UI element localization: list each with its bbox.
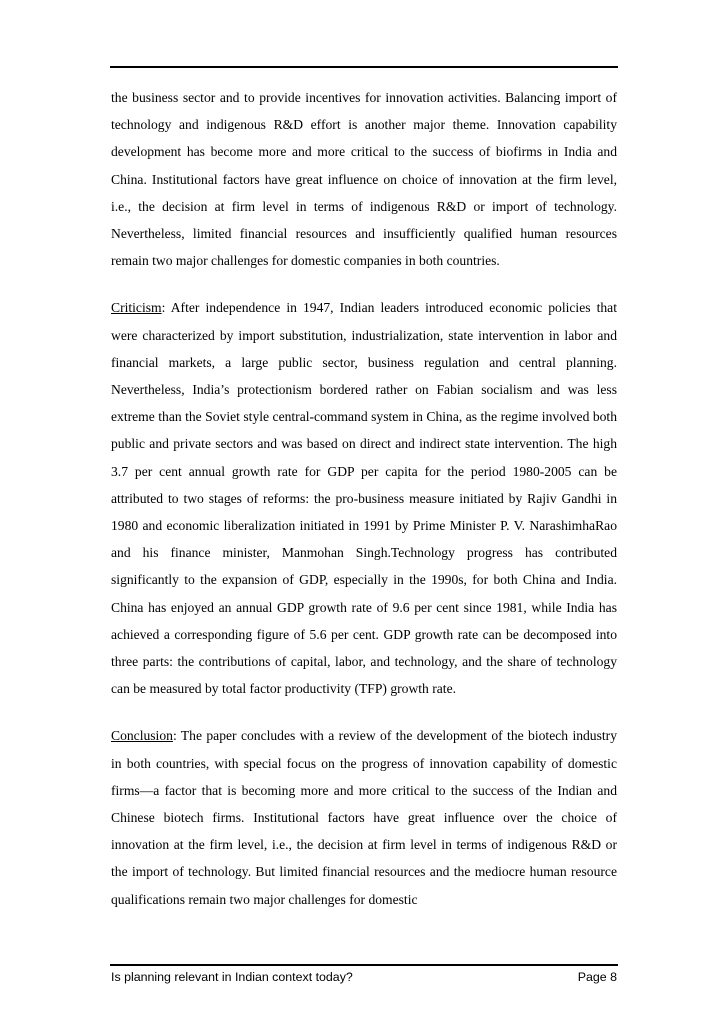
conclusion-heading: Conclusion xyxy=(111,728,173,744)
footer-rule xyxy=(110,964,618,966)
page-footer xyxy=(111,970,617,984)
body-text xyxy=(111,84,617,913)
page-number: Page 8 xyxy=(577,970,617,984)
criticism-paragraph xyxy=(111,294,617,702)
criticism-text: : After independence in 1947, Indian leaders introduced economic policies that were characterized by import substitution, industrialization, state intervention in labor and financial markets, a large public sector, business regulation and central planning. Nevertheless, India’s protectionism bordered rather on Fabian socialism and was less extreme than the Soviet style central-command system in China, as the regime involved both public and private sectors and was based on direct and indirect state intervention. The high 3.7 per cent annual growth rate for GDP per capita for the period 1980-2005 can be attributed to two stages of reforms: the pro-business measure initiated by Rajiv Gandhi in 1980 and economic liberalization initiated in 1991 by Prime Minister P. V. NarashimhaRao and his finance minister, Manmohan Singh.Technology progress has contributed significantly to the expansion of GDP, especially in the 1990s, for both China and India. China has enjoyed an annual GDP growth rate of 9.6 per cent since 1981, while India has achieved a corresponding figure of 5.6 per cent. GDP growth rate can be decomposed into three parts: the contributions of capital, labor, and technology, and the share of technology can be measured by total factor productivity (TFP) growth rate. xyxy=(111,300,617,697)
conclusion-text: : The paper concludes with a review of the development of the biotech industry in both countries, with special focus on the progress of innovation capability of domestic firms—a factor that is becoming more and more critical to the success of the Indian and Chinese biotech firms. Institutional factors have great influence over the choice of innovation at the firm level, i.e., the decision at firm level in terms of indigenous R&D or the import of technology. But limited financial resources and the mediocre human resource qualifications remain two major challenges for domestic xyxy=(111,728,617,907)
intro-paragraph: the business sector and to provide incentives for innovation activities. Balancing import of technology and indigenous R&D effort is another major theme. Innovation capability development has become more and more critical to the success of biofirms in India and China. Institutional factors have great influence on choice of innovation at the firm level, i.e., the decision at firm level in terms of indigenous R&D or import of technology. Nevertheless, limited financial resources and insufficiently qualified human resources remain two major challenges for domestic companies in both countries. xyxy=(111,90,617,269)
header-rule xyxy=(110,66,618,68)
conclusion-paragraph xyxy=(111,722,617,912)
criticism-heading: Criticism xyxy=(111,300,162,316)
footer-title: Is planning relevant in Indian context today? xyxy=(111,970,353,984)
